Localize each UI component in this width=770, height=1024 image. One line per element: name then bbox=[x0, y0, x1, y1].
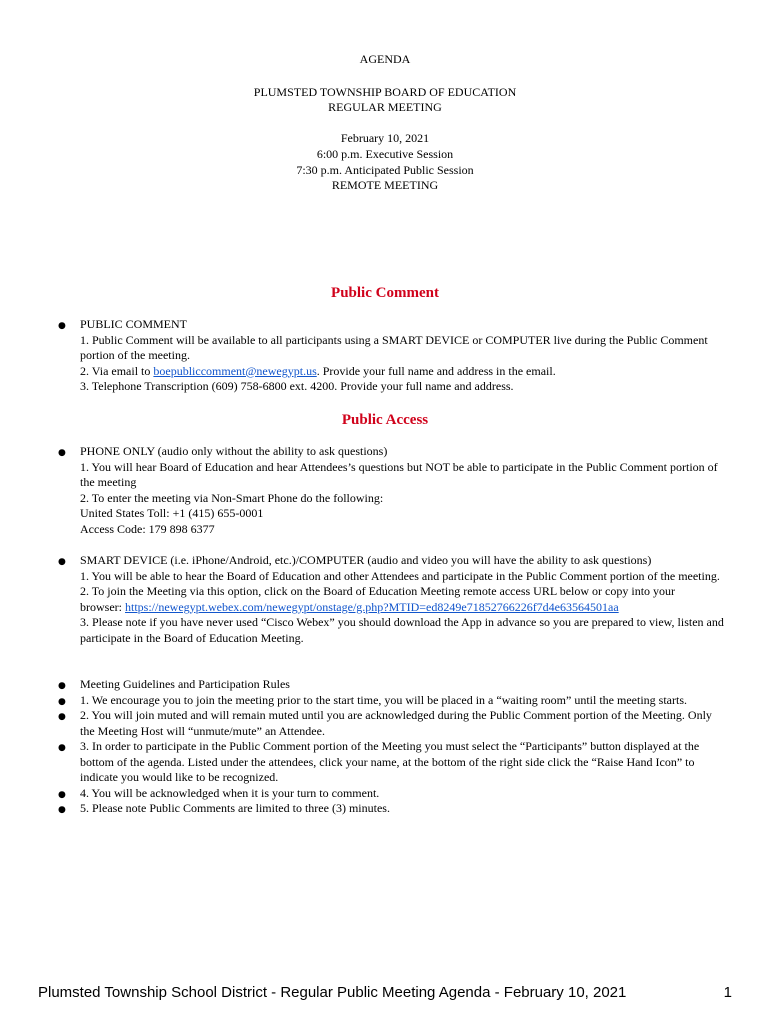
email-prefix: 2. Via email to bbox=[80, 363, 154, 378]
public-access-heading: Public Access bbox=[341, 412, 429, 428]
guideline-item: 5. Please note Public Comments are limited to three (3) minutes. bbox=[80, 801, 390, 815]
public-comment-item-2 bbox=[80, 364, 725, 380]
guideline-item: 3. In order to participate in the Public Comment portion of the Meeting you must select the “Participants” button displayed at the bottom of the agenda. Listed under the attendees, click your name, at the bottom of the right side click the “Raise Hand Icon” to indicate you would like to be recognized. bbox=[80, 739, 700, 784]
bullet-icon: ● bbox=[58, 696, 66, 707]
page-number: 1 bbox=[723, 984, 732, 1001]
smart-device-text bbox=[80, 553, 725, 646]
email-suffix: . Provide your full name and address in the email. bbox=[316, 363, 556, 378]
public-comment-heading: Public Comment bbox=[331, 285, 439, 301]
bullet-icon: ● bbox=[58, 712, 66, 722]
page-footer: Plumsted Township School District - Regular Public Meeting Agenda - February 10, 2021 bbox=[38, 984, 627, 1001]
board-name: PLUMSTED TOWNSHIP BOARD OF EDUCATION bbox=[253, 85, 517, 99]
bullet-icon: ● bbox=[58, 681, 66, 691]
bullet-icon: ● bbox=[58, 789, 66, 800]
browser-prefix: browser: bbox=[80, 599, 125, 614]
bullet-icon: ● bbox=[58, 805, 66, 815]
phone-only-item-1: 1. You will hear Board of Education and hear Attendees’s questions but NOT be able to participate in the Public Comment portion of the meeting bbox=[80, 459, 718, 489]
guideline-item: Meeting Guidelines and Participation Rules bbox=[80, 677, 290, 691]
phone-only-item-2: 2. To enter the meeting via Non-Smart Phone do the following: bbox=[80, 490, 384, 505]
public-session-time: 7:30 p.m. Anticipated Public Session bbox=[296, 163, 474, 177]
public-comment-email-link[interactable]: boepubliccomment@newegypt.us bbox=[153, 363, 317, 378]
smart-device-browser-line bbox=[80, 600, 725, 616]
executive-session-time: 6:00 p.m. Executive Session bbox=[316, 147, 454, 161]
smart-device-item-1: 1. You will be able to hear the Board of Education and other Attendees and participate in the Public Comment portion of the meeting. bbox=[80, 568, 720, 583]
phone-only-text bbox=[80, 444, 725, 537]
phone-access-code: Access Code: 179 898 6377 bbox=[80, 521, 215, 536]
bullet-icon: ● bbox=[58, 321, 66, 331]
smart-device-item-2: 2. To join the Meeting via this option, click on the Board of Education Meeting remote access URL below or copy into your bbox=[80, 584, 676, 598]
smart-device-title: SMART DEVICE (i.e. iPhone/Android, etc.)/COMPUTER (audio and video you will have the ability to ask questions) bbox=[80, 553, 652, 567]
bullet-icon: ● bbox=[58, 448, 66, 458]
meeting-date: February 10, 2021 bbox=[340, 131, 430, 145]
guideline-item: 1. We encourage you to join the meeting prior to the start time, you will be placed in a “waiting room” until the meeting starts. bbox=[80, 692, 687, 707]
bullet-icon: ● bbox=[58, 743, 66, 753]
guideline-item: 2. You will join muted and will remain muted until you are acknowledged during the Public Comment portion of the Meeting. Only the Meeting Host will “unmute/mute” an Attendee. bbox=[80, 708, 712, 738]
smart-device-item-3: 3. Please note if you have never used “Cisco Webex” you should download the App in advance so you are prepared to view, listen and participate in the Board of Education Meeting. bbox=[80, 615, 724, 645]
phone-toll-number: United States Toll: +1 (415) 655-0001 bbox=[80, 506, 264, 520]
webex-meeting-link[interactable]: https://newegypt.webex.com/newegypt/onstage/g.php?MTID=ed8249e71852766226f7d4e63564501aa bbox=[125, 599, 619, 614]
public-comment-item-3: 3. Telephone Transcription (609) 758-6800 ext. 4200. Provide your full name and address. bbox=[80, 379, 514, 393]
meeting-type: REGULAR MEETING bbox=[328, 100, 442, 114]
public-comment-title: PUBLIC COMMENT bbox=[80, 317, 188, 331]
guideline-item: 4. You will be acknowledged when it is your turn to comment. bbox=[80, 785, 380, 800]
remote-meeting-label: REMOTE MEETING bbox=[331, 178, 439, 192]
public-comment-text bbox=[80, 317, 725, 395]
agenda-title: AGENDA bbox=[359, 52, 411, 66]
bullet-icon: ● bbox=[58, 557, 66, 567]
public-comment-item-1: 1. Public Comment will be available to all participants using a SMART DEVICE or COMPUTER live during the Public Comment portion of the meeting. bbox=[80, 332, 708, 362]
phone-only-title: PHONE ONLY (audio only without the ability to ask questions) bbox=[80, 444, 388, 458]
